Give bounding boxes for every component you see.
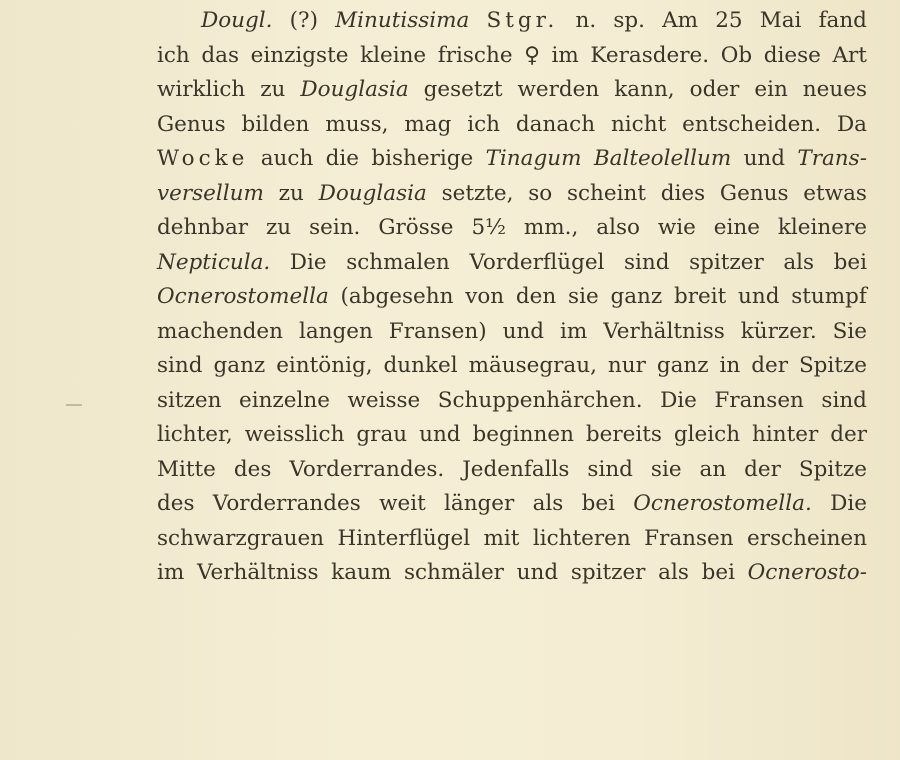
text-line [157,142,867,177]
word: fand [818,8,867,33]
word: nur [607,353,646,378]
text-line [157,4,867,39]
text-line [157,177,867,212]
word: bei [581,491,615,516]
word: Genus [157,111,226,137]
word: ich [467,111,500,137]
word: sind [624,249,670,275]
word: von [465,284,505,309]
word: machenden [157,318,283,344]
word: sp. [613,8,645,33]
italic-word: Nepticula. [157,249,271,275]
word: lichteren [532,525,631,551]
word: oder [689,77,740,102]
text-line [157,39,867,74]
italic-word: Douglasia [300,77,409,102]
word: setzte, [441,180,514,206]
word: einzigste [250,42,349,68]
word: Fransen) [388,318,487,344]
word: kaum [331,560,392,585]
word: bisherige [371,146,474,171]
word: Hinterflügel [337,525,471,551]
word: als [783,249,815,275]
word: neues [802,77,867,102]
word: des [157,491,195,516]
word: Die [830,491,867,516]
word: so [528,180,553,206]
word: Spitze [798,353,867,378]
word: einzelne [238,387,330,413]
italic-word: Ocnerosto- [747,560,867,585]
word: Vorderflügel [469,249,605,275]
word: ganz [656,353,709,378]
word: die [325,146,360,171]
word: Verhältniss [603,318,725,344]
italic-word: Ocnerostomella. [633,491,812,516]
word: bei [833,249,867,275]
word: wie [657,215,696,240]
word: Schuppenhärchen. [437,387,643,413]
text-line [157,349,867,384]
word: langen [298,318,373,344]
word: also [596,215,640,240]
word: des [233,456,272,482]
word: sie [568,284,599,309]
word: nicht [610,111,667,137]
word: sind [821,387,867,413]
word: entscheiden. [682,111,822,137]
word: weisslich [244,422,345,447]
word: diese [763,42,821,68]
word: (?) [289,8,318,33]
word: stumpf [791,284,867,309]
word: Am [662,8,699,33]
word: Verhältniss [196,560,319,585]
word: eine [713,215,760,240]
word: Die [289,249,327,275]
word: länger [444,491,515,516]
word: 5½ [471,215,506,240]
word: den [515,284,557,309]
word: hinter [752,422,819,447]
word: weisse [347,387,421,413]
word: mm., [523,215,579,240]
word: sein. [309,215,361,240]
italic-word: Dougl. [201,8,273,33]
word: an [699,456,727,482]
word: im [551,42,579,68]
word: Kerasdere. [590,42,710,68]
text-line [157,315,867,350]
word: der [830,422,867,447]
word: schmäler [403,560,504,585]
word: scheint [566,180,646,206]
word: breit [673,284,727,309]
word: ganz [213,353,266,378]
word: lichter, [157,422,233,447]
italic-word: Minutissima [335,8,470,33]
word: ♀ [524,42,540,68]
word: Grösse [378,215,454,240]
text-line [157,73,867,108]
word: mit [483,525,520,551]
word: bilden [241,111,310,137]
word: dunkel [383,353,458,378]
word: weit [379,491,426,516]
word: Vorderrandes [212,491,361,516]
text-line [157,453,867,488]
word: in [719,353,741,378]
margin-mark [66,404,82,406]
word: sind [157,353,203,378]
italic-word: versellum [157,180,264,206]
word: dies [660,180,706,206]
word: n. [575,8,597,33]
word: ganz [610,284,663,309]
word: Stgr. [486,8,559,33]
word: dehnbar [157,215,249,240]
text-line [157,487,867,522]
word: Die [660,387,697,413]
text-line [157,211,867,246]
word: frische [437,42,513,68]
word: (abgesehn [340,284,454,309]
word: und [516,560,559,585]
word: und [743,146,786,171]
body-paragraph [157,4,867,591]
word: als [532,491,564,516]
word: ich [157,42,190,68]
word: etwas [803,180,867,206]
word: Wocke [157,146,249,171]
word: bei [701,560,735,585]
word: grau [356,422,408,447]
word: gesetzt [423,77,503,102]
italic-word: Trans- [797,146,867,171]
word: beginnen [472,422,574,447]
word: 25 [715,8,743,33]
word: schmalen [346,249,450,275]
word: und [502,318,545,344]
word: Jedenfalls [462,456,570,482]
text-line [157,522,867,557]
word: im [157,560,185,585]
word: sind [587,456,633,482]
word: zu [265,215,292,240]
word: Mai [759,8,802,33]
word: und [419,422,461,447]
word: das [201,42,240,68]
word: im [560,318,588,344]
word: mag [404,111,452,137]
word: der [751,353,788,378]
text-line [157,384,867,419]
text-line [157,418,867,453]
word: Fransen [714,387,804,413]
word: erscheinen [747,525,867,551]
word: zu [278,180,304,206]
text-line [157,246,867,281]
text-line [157,556,867,591]
word: Sie [832,318,867,344]
word: Genus [719,180,789,206]
word: Vorderrandes. [289,456,445,482]
word: schwarzgrauen [157,525,325,551]
word: Mitte [157,456,216,482]
word: Ob [720,42,753,68]
word: wirklich [157,77,246,102]
word: der [744,456,781,482]
word: bereits [585,422,662,447]
word: danach [515,111,596,137]
word: kleine [360,42,427,68]
word: eintönig, [276,353,373,378]
text-line [157,108,867,143]
word: als [658,560,689,585]
word: Fransen [644,525,734,551]
word: mäusegrau, [468,353,597,378]
word: gleich [673,422,741,447]
word: kürzer. [740,318,817,344]
word: Spitze [798,456,867,482]
word: auch [260,146,314,171]
word: Art [832,42,867,68]
word: Da [836,111,867,137]
text-line [157,280,867,315]
word: und [738,284,780,309]
word: sie [650,456,682,482]
italic-word: Ocnerostomella [157,284,329,309]
word: spitzer [570,560,646,585]
word: spitzer [689,249,764,275]
word: sitzen [157,387,222,413]
italic-word: Balteolellum [593,146,732,171]
word: muss, [325,111,389,137]
word: zu [260,77,286,102]
word: ein [754,77,788,102]
word: werden [517,77,600,102]
word: kann, [614,77,675,102]
italic-word: Tinagum [485,146,582,171]
word: kleinere [777,215,867,240]
italic-word: Douglasia [318,180,427,206]
